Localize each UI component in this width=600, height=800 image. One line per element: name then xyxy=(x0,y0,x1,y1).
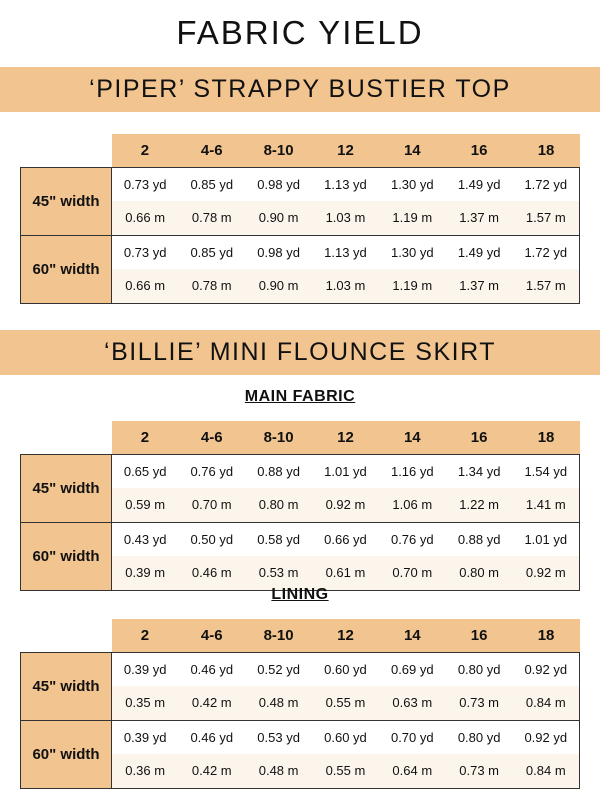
size-header: 4-6 xyxy=(178,134,245,167)
lining-heading: LINING xyxy=(271,586,329,603)
size-header: 2 xyxy=(112,421,179,454)
yield-cell: 1.49 yd xyxy=(446,235,513,269)
size-header: 2 xyxy=(112,619,179,652)
yield-cell: 0.63 m xyxy=(379,686,446,720)
yield-cell: 0.92 yd xyxy=(513,652,580,686)
size-header: 12 xyxy=(312,421,379,454)
row-label-60-width: 60" width xyxy=(21,235,112,303)
size-header: 8-10 xyxy=(245,421,312,454)
yield-cell: 0.73 m xyxy=(446,686,513,720)
row-label-45-width: 45" width xyxy=(21,454,112,522)
yield-cell: 1.34 yd xyxy=(446,454,513,488)
size-header: 16 xyxy=(446,421,513,454)
yield-cell: 0.85 yd xyxy=(178,167,245,201)
yield-cell: 0.88 yd xyxy=(446,522,513,556)
yield-cell: 0.98 yd xyxy=(245,235,312,269)
size-header: 4-6 xyxy=(178,421,245,454)
yield-cell: 0.58 yd xyxy=(245,522,312,556)
yard-row xyxy=(21,720,580,754)
yield-cell: 0.52 yd xyxy=(245,652,312,686)
yield-cell: 1.49 yd xyxy=(446,167,513,201)
size-header-row xyxy=(21,619,580,652)
piper-yield-table xyxy=(20,134,580,304)
yield-cell: 0.53 m xyxy=(245,556,312,590)
yield-cell: 0.92 yd xyxy=(513,720,580,754)
yield-cell: 1.72 yd xyxy=(513,167,580,201)
size-header: 18 xyxy=(513,421,580,454)
yield-cell: 0.35 m xyxy=(112,686,179,720)
yield-cell: 1.19 m xyxy=(379,201,446,235)
yield-cell: 0.48 m xyxy=(245,754,312,788)
yield-cell: 0.73 m xyxy=(446,754,513,788)
yield-cell: 0.66 yd xyxy=(312,522,379,556)
yield-cell: 0.78 m xyxy=(178,269,245,303)
size-header-row xyxy=(21,421,580,454)
piper-banner: ‘PIPER’ STRAPPY BUSTIER TOP xyxy=(0,67,600,112)
row-label-45-width: 45" width xyxy=(21,652,112,720)
yield-cell: 0.53 yd xyxy=(245,720,312,754)
yield-cell: 0.46 m xyxy=(178,556,245,590)
yield-cell: 0.61 m xyxy=(312,556,379,590)
yield-cell: 0.92 m xyxy=(513,556,580,590)
size-header: 2 xyxy=(112,134,179,167)
size-header: 18 xyxy=(513,134,580,167)
yield-cell: 0.76 yd xyxy=(379,522,446,556)
yield-cell: 1.16 yd xyxy=(379,454,446,488)
yield-cell: 0.80 yd xyxy=(446,720,513,754)
width-60-group xyxy=(21,522,580,590)
yield-cell: 0.46 yd xyxy=(178,652,245,686)
page-title: FABRIC YIELD xyxy=(176,14,424,51)
row-label-60-width: 60" width xyxy=(21,720,112,788)
yield-cell: 0.42 m xyxy=(178,754,245,788)
corner-cell xyxy=(21,134,112,167)
width-60-group xyxy=(21,235,580,303)
yield-cell: 0.85 yd xyxy=(178,235,245,269)
width-45-group xyxy=(21,167,580,235)
yield-cell: 0.92 m xyxy=(312,488,379,522)
width-60-group xyxy=(21,720,580,788)
size-header: 8-10 xyxy=(245,134,312,167)
width-45-group xyxy=(21,652,580,720)
yield-cell: 0.76 yd xyxy=(178,454,245,488)
yield-cell: 0.80 m xyxy=(446,556,513,590)
yield-cell: 0.84 m xyxy=(513,754,580,788)
yield-cell: 0.73 yd xyxy=(112,235,179,269)
corner-cell xyxy=(21,619,112,652)
yield-cell: 0.50 yd xyxy=(178,522,245,556)
yield-cell: 0.43 yd xyxy=(112,522,179,556)
yield-cell: 0.80 m xyxy=(245,488,312,522)
yard-row xyxy=(21,652,580,686)
yield-cell: 1.72 yd xyxy=(513,235,580,269)
yield-cell: 0.84 m xyxy=(513,686,580,720)
yield-cell: 0.39 m xyxy=(112,556,179,590)
yield-cell: 1.30 yd xyxy=(379,167,446,201)
yard-row xyxy=(21,235,580,269)
yield-cell: 0.66 m xyxy=(112,269,179,303)
yield-cell: 1.37 m xyxy=(446,269,513,303)
yield-cell: 1.01 yd xyxy=(513,522,580,556)
yield-cell: 0.36 m xyxy=(112,754,179,788)
yield-cell: 1.01 yd xyxy=(312,454,379,488)
size-header: 16 xyxy=(446,134,513,167)
size-header: 8-10 xyxy=(245,619,312,652)
width-45-group xyxy=(21,454,580,522)
yield-cell: 0.46 yd xyxy=(178,720,245,754)
yield-cell: 0.73 yd xyxy=(112,167,179,201)
yield-cell: 1.22 m xyxy=(446,488,513,522)
yard-row xyxy=(21,454,580,488)
main-fabric-heading: MAIN FABRIC xyxy=(244,388,356,405)
yard-row xyxy=(21,522,580,556)
yield-cell: 0.39 yd xyxy=(112,720,179,754)
billie-main-fabric-table xyxy=(20,421,580,591)
yield-cell: 0.90 m xyxy=(245,269,312,303)
billie-lining-table xyxy=(20,619,580,789)
yield-cell: 0.98 yd xyxy=(245,167,312,201)
yield-cell: 0.64 m xyxy=(379,754,446,788)
yield-cell: 1.06 m xyxy=(379,488,446,522)
size-header: 12 xyxy=(312,134,379,167)
yield-cell: 1.19 m xyxy=(379,269,446,303)
size-header: 4-6 xyxy=(178,619,245,652)
yield-cell: 0.70 yd xyxy=(379,720,446,754)
size-header: 12 xyxy=(312,619,379,652)
yield-cell: 0.39 yd xyxy=(112,652,179,686)
yield-cell: 0.60 yd xyxy=(312,720,379,754)
yield-cell: 0.88 yd xyxy=(245,454,312,488)
size-header: 14 xyxy=(379,134,446,167)
yard-row xyxy=(21,167,580,201)
row-label-45-width: 45" width xyxy=(21,167,112,235)
yield-cell: 1.41 m xyxy=(513,488,580,522)
yield-cell: 0.70 m xyxy=(379,556,446,590)
yield-cell: 1.30 yd xyxy=(379,235,446,269)
yield-cell: 1.13 yd xyxy=(312,167,379,201)
yield-cell: 0.90 m xyxy=(245,201,312,235)
yield-cell: 0.65 yd xyxy=(112,454,179,488)
yield-cell: 0.55 m xyxy=(312,686,379,720)
row-label-60-width: 60" width xyxy=(21,522,112,590)
size-header-row xyxy=(21,134,580,167)
size-header: 16 xyxy=(446,619,513,652)
yield-cell: 0.78 m xyxy=(178,201,245,235)
size-header: 14 xyxy=(379,619,446,652)
yield-cell: 1.03 m xyxy=(312,269,379,303)
yield-cell: 1.37 m xyxy=(446,201,513,235)
yield-cell: 0.70 m xyxy=(178,488,245,522)
yield-cell: 1.57 m xyxy=(513,269,580,303)
yield-cell: 1.57 m xyxy=(513,201,580,235)
corner-cell xyxy=(21,421,112,454)
yield-cell: 0.48 m xyxy=(245,686,312,720)
size-header: 14 xyxy=(379,421,446,454)
yield-cell: 0.60 yd xyxy=(312,652,379,686)
yield-cell: 1.03 m xyxy=(312,201,379,235)
yield-cell: 0.42 m xyxy=(178,686,245,720)
billie-banner: ‘BILLIE’ MINI FLOUNCE SKIRT xyxy=(0,330,600,375)
yield-cell: 0.55 m xyxy=(312,754,379,788)
yield-cell: 0.66 m xyxy=(112,201,179,235)
yield-cell: 0.59 m xyxy=(112,488,179,522)
yield-cell: 1.13 yd xyxy=(312,235,379,269)
size-header: 18 xyxy=(513,619,580,652)
yield-cell: 1.54 yd xyxy=(513,454,580,488)
yield-cell: 0.80 yd xyxy=(446,652,513,686)
yield-cell: 0.69 yd xyxy=(379,652,446,686)
